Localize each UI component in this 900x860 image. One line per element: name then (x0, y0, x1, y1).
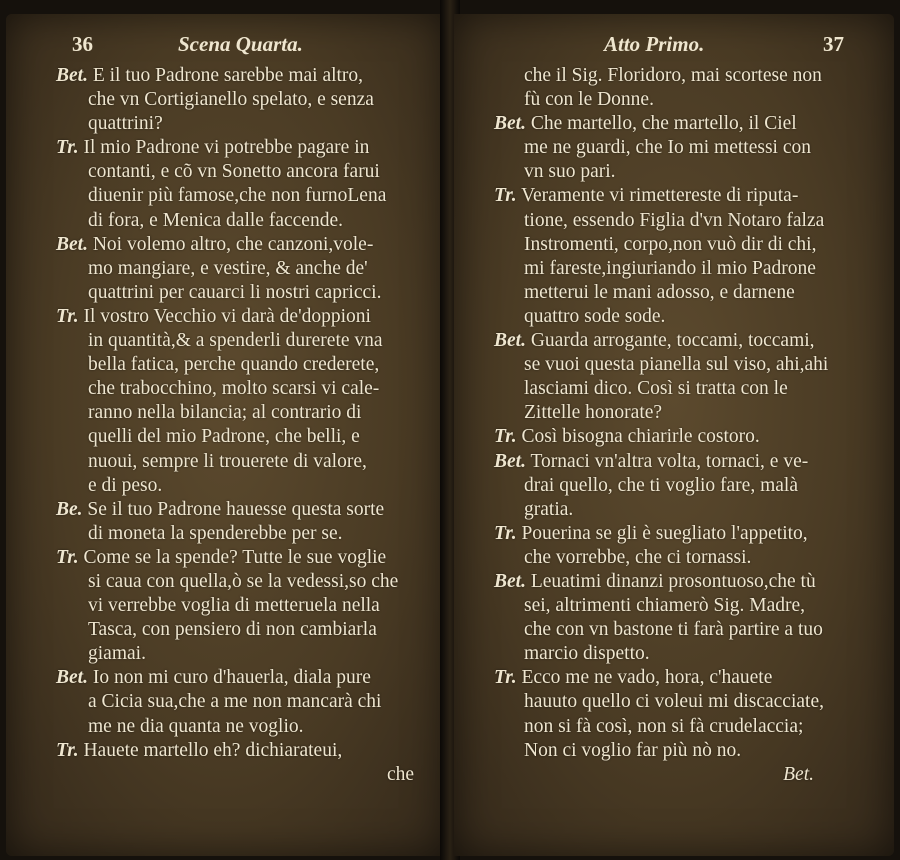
line-text: Noi volemo altro, che canzoni,vole- (92, 233, 374, 255)
text-line (454, 474, 894, 498)
line-text: E il tuo Padrone sarebbe mai altro, (92, 65, 364, 86)
line-text: Così bisogna chiarirle costoro. (521, 426, 760, 448)
line-text: che vorrebbe, che ci tornassi. (524, 546, 752, 568)
speaker-label: Be. (56, 498, 83, 520)
catchword: Bet. (783, 763, 814, 785)
line-text: Che martello, che martello, il Ciel (530, 113, 797, 135)
text-line (454, 209, 894, 233)
text-line (6, 498, 446, 522)
line-text: Leuatimi dinanzi prosontuoso,che tù (530, 570, 816, 592)
text-line (6, 642, 446, 666)
text-line (6, 88, 446, 112)
text-line (454, 618, 894, 642)
line-text: che vn Cortigianello spelato, e senza (88, 89, 374, 111)
text-line (454, 666, 894, 690)
text-line (454, 88, 894, 112)
text-line (454, 112, 894, 136)
text-line (6, 377, 446, 401)
text-line (6, 450, 446, 474)
text-line (6, 715, 446, 739)
line-text: marcio dispetto. (524, 643, 650, 665)
text-line (454, 353, 894, 377)
line-text: che trabocchino, molto scarsi vi cale- (88, 378, 380, 400)
line-text: Pouerina se gli è suegliato l'appetito, (521, 522, 808, 544)
line-text: non si fà così, non si fà crudelaccia; (524, 715, 804, 737)
left-page-text (6, 64, 446, 856)
text-line (454, 425, 894, 449)
text-line (454, 257, 894, 281)
text-line (6, 209, 446, 233)
text-line (454, 377, 894, 401)
line-text: Zittelle honorate? (524, 402, 663, 424)
line-text: vn suo pari. (524, 161, 616, 183)
text-line (6, 112, 446, 136)
line-text: si caua con quella,ò se la vedessi,so che (88, 570, 399, 592)
line-text: drai quello, che ti voglio fare, malà (524, 474, 798, 496)
line-text: Veramente vi rimettereste di riputa- (521, 185, 799, 207)
line-text: giamai. (88, 643, 146, 665)
line-text: sei, altrimenti chiamerò Sig. Madre, (524, 595, 806, 617)
line-text: Tasca, con pensiero di non cambiarla (88, 619, 377, 641)
line-text: gratia. (524, 498, 574, 520)
text-line (6, 570, 446, 594)
line-text: metterui le mani adosso, e darnene (524, 281, 795, 303)
right-page-header (454, 32, 894, 60)
line-text: Come se la spende? Tutte le sue voglie (83, 546, 387, 568)
text-line (454, 281, 894, 305)
speaker-label: Bet. (494, 450, 526, 472)
speaker-label: Tr. (56, 305, 79, 327)
text-line (454, 690, 894, 714)
line-text: vi verrebbe voglia di metteruela nella (88, 595, 380, 617)
speaker-label: Bet. (56, 233, 88, 255)
text-line (6, 690, 446, 714)
line-text: mi fareste,ingiuriando il mio Padrone (524, 257, 816, 279)
left-running-head: Scena Quarta. (178, 32, 303, 56)
text-line (6, 353, 446, 377)
text-line (454, 739, 894, 763)
text-line (454, 715, 894, 739)
text-line (454, 401, 894, 425)
left-page-header (6, 32, 446, 60)
text-line (454, 64, 894, 88)
text-line (454, 160, 894, 184)
text-line (6, 666, 446, 690)
line-text: Se il tuo Padrone hauesse questa sorte (87, 498, 385, 520)
text-line (454, 570, 894, 594)
line-text: Ecco me ne vado, hora, c'hauete (521, 667, 773, 689)
line-text: quattrini? (88, 113, 163, 135)
speaker-label: Bet. (494, 113, 526, 135)
text-line (6, 739, 446, 763)
text-line (6, 329, 446, 353)
line-text: me ne guardi, che Io mi mettessi con (524, 137, 811, 159)
line-text: Io non mi curo d'hauerla, diala pure (92, 667, 371, 689)
speaker-label: Tr. (56, 739, 79, 761)
text-line (6, 233, 446, 257)
text-line (6, 64, 446, 88)
speaker-label: Tr. (56, 137, 79, 159)
text-line (454, 522, 894, 546)
text-line (454, 184, 894, 208)
line-text: Il vostro Vecchio vi darà de'doppioni (83, 305, 371, 327)
line-text: quattrini per cauarci li nostri capricci. (88, 281, 382, 303)
speaker-label: Bet. (494, 330, 526, 352)
line-text: lasciami dico. Così si tratta con le (524, 378, 788, 400)
line-text: di moneta la spenderebbe per se. (88, 522, 343, 544)
right-page-text (454, 64, 894, 856)
line-text: quattro sode sode. (524, 305, 666, 327)
line-text: mo mangiare, e vestire, & anche de' (88, 257, 368, 279)
text-line (454, 305, 894, 329)
line-text: Instromenti, corpo,non vuò dir di chi, (524, 233, 817, 255)
text-line (6, 594, 446, 618)
right-page (454, 14, 894, 856)
line-text: quelli del mio Padrone, che belli, e (88, 426, 360, 448)
line-text: che il Sig. Floridoro, mai scortese non (524, 65, 822, 86)
line-text: e di peso. (88, 474, 163, 496)
text-line (6, 474, 446, 498)
text-line (6, 160, 446, 184)
line-text: nuoui, sempre li trouerete di valore, (88, 450, 367, 472)
text-line (454, 450, 894, 474)
line-text: in quantità,& a spenderli durerete vna (88, 330, 383, 352)
line-text: fù con le Donne. (524, 89, 654, 111)
text-line (454, 233, 894, 257)
line-text: Non ci voglio far più nò no. (524, 739, 742, 761)
speaker-label: Tr. (494, 522, 517, 544)
line-text: Il mio Padrone vi potrebbe pagare in (83, 137, 370, 159)
text-line (454, 136, 894, 160)
text-line (6, 546, 446, 570)
line-text: Guarda arrogante, toccami, toccami, (530, 330, 815, 352)
text-line (6, 305, 446, 329)
speaker-label: Tr. (494, 426, 517, 448)
line-text: se vuoi questa pianella sul viso, ahi,ahi (524, 354, 829, 376)
speaker-label: Bet. (56, 667, 88, 689)
line-text: diuenir più famose,che non furnoLena (88, 185, 387, 207)
text-line (6, 618, 446, 642)
text-line (6, 401, 446, 425)
speaker-label: Tr. (56, 546, 79, 568)
speaker-label: Tr. (494, 667, 517, 689)
text-line (454, 642, 894, 666)
line-text: contanti, e cõ vn Sonetto ancora farui (88, 161, 380, 183)
right-page-number: 37 (823, 32, 844, 56)
line-text: ranno nella bilancia; al contrario di (88, 402, 362, 424)
text-line (6, 136, 446, 160)
text-line (454, 546, 894, 570)
line-text: che con vn bastone ti farà partire a tuo (524, 619, 823, 641)
line-text: bella fatica, perche quando crederete, (88, 354, 380, 376)
line-text: a Cicia sua,che a me non mancarà chi (88, 691, 382, 713)
text-line (6, 522, 446, 546)
speaker-label: Bet. (494, 570, 526, 592)
line-text: di fora, e Menica dalle faccende. (88, 209, 343, 231)
speaker-label: Tr. (494, 185, 517, 207)
line-text: Hauete martello eh? dichiarateui, (83, 739, 343, 761)
text-line (6, 184, 446, 208)
line-text: Tornaci vn'altra volta, tornaci, e ve- (530, 450, 809, 472)
text-line (454, 594, 894, 618)
line-text: tione, essendo Figlia d'vn Notaro falza (524, 209, 825, 231)
text-line (6, 281, 446, 305)
text-line (6, 425, 446, 449)
left-page-number: 36 (72, 32, 93, 56)
speaker-label: Bet. (56, 65, 88, 86)
text-line (6, 257, 446, 281)
line-text: me ne dia quanta ne voglio. (88, 715, 304, 737)
catchword: che (386, 763, 414, 785)
text-line (454, 329, 894, 353)
right-running-head: Atto Primo. (604, 32, 705, 56)
line-text: hauuto quello ci voleui mi discacciate, (524, 691, 824, 713)
left-page (6, 14, 446, 856)
text-line (454, 498, 894, 522)
